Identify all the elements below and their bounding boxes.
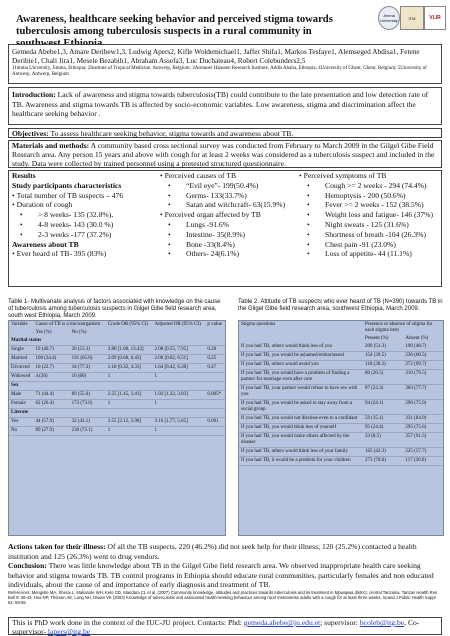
table-1-section-label: Sex xyxy=(9,382,225,391)
ever-heard-tb: • Ever heard of TB- 395 (83%) xyxy=(12,249,162,259)
introduction-label: Introduction: xyxy=(12,90,56,99)
table-1-section-row xyxy=(9,382,225,391)
table-cell: 0.28 xyxy=(205,346,225,355)
table-1-grid xyxy=(9,321,225,436)
table-2-header: Stigma questions xyxy=(241,322,276,327)
table-1-header: Cause of TB is a microorganism xyxy=(35,322,101,327)
table-row xyxy=(239,361,443,370)
table-cell: 190 (48.7) xyxy=(403,343,443,352)
table-cell: 303 (77.7) xyxy=(403,385,443,400)
table-cell: 80 (20.5) xyxy=(363,370,403,385)
symptom-item: • Loss of appetite- 44 (11.1%) xyxy=(299,249,441,259)
table-cell: 34 (77.3) xyxy=(70,364,106,373)
objectives-section xyxy=(8,128,442,138)
table-1-header: Adjusted OR (95% CI) xyxy=(154,322,201,327)
itm-logo: ITM xyxy=(400,6,424,30)
methods-label: Materials and methods: xyxy=(12,141,90,150)
organ-item: • Lungs -91.6% xyxy=(160,220,298,230)
table-row xyxy=(239,352,443,361)
table-1-caption: Table 1- Multivariate analysis of factors associated with knowledge on the cause of tuberculosis among tuberculosis suspects in Gilgel Gibe field research area, south west Ethiopia, March 2009. xyxy=(8,299,221,319)
table-cell: 32 (42.1) xyxy=(70,418,106,427)
cause-item: • Satan and witchcraft- 63(15.9%) xyxy=(160,200,298,210)
total-suspects: • Total number of TB suspects – 476 xyxy=(12,191,162,201)
table-1-subheader: No (%) xyxy=(71,330,87,335)
jimma-university-logo: Jimma University xyxy=(378,6,400,30)
table-1-header xyxy=(9,329,33,337)
organ-item: • Bone -33(8.4%) xyxy=(160,240,298,250)
table-cell: 19 (46.7) xyxy=(33,346,69,355)
duration-item: • > 8 weeks- 135 (32.8%), xyxy=(12,210,162,220)
table-cell: If you had TB, others would think less of you xyxy=(239,343,363,352)
poster-title: Awareness, healthcare seeking behavior and perceived stigma towards tuberculosis among tuberculosis suspects in a rural community in xyxy=(16,14,333,37)
table-cell: If you had TB, your partner would refuse to have sex with you xyxy=(239,385,363,400)
methods-section xyxy=(8,140,442,168)
table-cell: 10 (22.7) xyxy=(33,364,69,373)
symptom-item: • Shortness of breath -104 (26.3%) xyxy=(299,230,441,240)
table-cell: 1 xyxy=(153,427,206,436)
table-row xyxy=(239,400,443,415)
organ-item: • Intestine- 35(8.9%) xyxy=(160,230,298,240)
author-list: Gemeda Abebe1,3, Amare Deribew1,3, Ludwig Apers2, Kifle Woldemichael1, Jaffer Shifa1, Markos Tesfaye1, Alemseged Abdisa1, Fetene Deribie1, Chali Jira1, Mesele Bezabih1, Abraham Assefa3, Luc Duchateau4, Robert Colebunders2,5 xyxy=(12,47,420,65)
table-2-header: Presence or absence of stigma for each stigma item xyxy=(365,322,433,333)
table-row xyxy=(9,400,225,409)
table-1-section-label: Literate xyxy=(9,409,225,418)
table-cell: 118 (30.3) xyxy=(363,361,403,370)
participants-heading: Study participants characteristics xyxy=(12,180,122,190)
table-1-header xyxy=(153,329,206,337)
table-cell: 59 (15.1) xyxy=(363,415,403,424)
table-cell: 1.92 [1.22, 3.03] xyxy=(153,391,206,400)
supervisor-email-link[interactable]: bcoleb@itg.be xyxy=(359,618,405,627)
introduction-section xyxy=(8,87,442,125)
table-2-subheader: Absent (%) xyxy=(405,336,429,341)
table-cell: 3.80 [1.08, 13.43] xyxy=(106,346,153,355)
cause-item: • “Evil eye”- 199(50.4%) xyxy=(160,181,298,191)
table-cell: 357 (91.5) xyxy=(403,433,443,448)
table-cell: If you had TB, you would be asked to stay away from a social group xyxy=(239,400,363,415)
affiliations: 1Jimma University, Jimma, Ethiopia; 2Institute of Tropical Medicine, Antwerp, Belgium; 3Armauer Hanssen Research Institute, Addis Ababa, Ethiopia; 4University of Ghent, Ghent, Belgium; 5University of Antwerp, Antwerp, Belgium xyxy=(12,66,427,77)
table-cell: If you had TB, you would make others affected by the disease xyxy=(239,433,363,448)
table-1-header xyxy=(205,329,225,337)
table-cell: 117 (30.0) xyxy=(403,457,443,466)
table-cell: Married xyxy=(9,355,33,364)
table-1-header: Crude OR (95% CI) xyxy=(107,322,149,327)
table-2-header xyxy=(239,335,363,343)
table-cell: If you had TB, others would think less of your family xyxy=(239,448,363,457)
perceived-organ-label: • Perceived organ affected by TB xyxy=(160,210,298,220)
table-cell: 1 xyxy=(153,400,206,409)
table-cell: If you had TB, you would be ashamed/embarrassed xyxy=(239,352,363,361)
references: References: Mengiste MA, Sherai L, Makanole WH, Kelo GD, Mandara CL et al. (2007) Community knowledge, attitudes and practices towards tuberculosis and its treatment in Mpwapwa district, central Tanzania. Tanzan Health Res Bull 9: 38-43. Hoa NP, Thorson AE, Long NH, Diwan VK (2003) Knowledge of tuberculosis and associated health-seeking behaviour among rural Vietnamese adults with a cough for at least three weeks. Scand J Public Health Suppl 62: 59-65. xyxy=(8,590,438,605)
table-cell: Yes xyxy=(9,418,33,427)
results-column-1 xyxy=(12,171,162,259)
table-cell: 296 (75.9) xyxy=(403,400,443,415)
footer-text: , Co-supervisor- xyxy=(12,618,420,636)
table-row xyxy=(239,385,443,400)
table-1-section-label: Marital status xyxy=(9,337,225,346)
table-row xyxy=(239,448,443,457)
conclusion-label: Conclusion: xyxy=(8,561,47,570)
table-row xyxy=(9,427,225,436)
duration-item: • 2-3 weeks -177 (37.2%) xyxy=(12,230,162,240)
table-cell: 2.00 [0.62, 6.51] xyxy=(153,355,206,364)
table-cell: 89 (55.6) xyxy=(70,391,106,400)
awareness-heading: Awareness about TB xyxy=(12,239,79,249)
table-cell: If you had TB, others would avoid you xyxy=(239,361,363,370)
table-row xyxy=(239,343,443,352)
table-cell: 2.25 [1.45, 3.41] xyxy=(106,391,153,400)
table-row xyxy=(9,364,225,373)
table-cell: 200 (51.3) xyxy=(363,343,403,352)
table-cell: 2.08 [0.55, 7.95] xyxy=(153,346,206,355)
conclusion-section xyxy=(8,561,442,590)
table-cell: 1 xyxy=(106,400,153,409)
table-row xyxy=(239,457,443,466)
vlir-logo: VLIR xyxy=(424,6,446,30)
table-cell: 87 (22.3) xyxy=(363,385,403,400)
authors-box xyxy=(8,44,442,84)
actions-section xyxy=(8,542,442,561)
table-cell: 44 (57.9) xyxy=(33,418,69,427)
symptom-item: • Fever >= 2 weeks - 152 (38.5%) xyxy=(299,200,441,210)
table-cell: If you had TB, you would not disclose even to a confidant xyxy=(239,415,363,424)
introduction-text: Lack of awareness and stigma towards tuberculosis(TB) could contribute to the late presentation and low detection rate of TB. Awareness and stigma towards TB is affected by socio-economic variables. Low awareness, stigma and discrimination affect the healthcare seeking behavior . xyxy=(12,90,429,118)
table-cell: 225 (57.7) xyxy=(403,448,443,457)
cough-duration-label: • Duration of cough xyxy=(12,200,162,210)
table-cell: 89 (27.9) xyxy=(33,427,69,436)
table-cell: 1.64 [0.42, 6.38] xyxy=(153,364,206,373)
table-cell: 33 (8.5) xyxy=(363,433,403,448)
contact-footer xyxy=(8,617,442,635)
table-cell: 165 (42.3) xyxy=(363,448,403,457)
symptom-item: • Night sweats - 125 (31.6%) xyxy=(299,220,441,230)
table-cell: 273 (70.0) xyxy=(363,457,403,466)
table-cell: 62 (26.4) xyxy=(33,400,69,409)
table-cell: Widowed xyxy=(9,373,33,382)
table-cell xyxy=(205,373,225,382)
table-cell: 236 (60.5) xyxy=(403,352,443,361)
objectives-text: To assess healthcare seeking behavior, stigma towards and awareness about TB. xyxy=(48,129,294,138)
footer-text: ; supervisor: xyxy=(320,618,360,627)
logo-group xyxy=(378,6,444,46)
table-1-subheader: Yes (%) xyxy=(35,330,52,335)
table-cell: 272 (69.7) xyxy=(403,361,443,370)
cause-item: • Germs- 133(33.7%) xyxy=(160,191,298,201)
duration-item: • 4-8 weeks- 143 (30.0 %) xyxy=(12,220,162,230)
table-cell: 191 (65.6) xyxy=(70,355,106,364)
table-2-subheader: Present (%) xyxy=(365,336,389,341)
table-cell: 310 (79.5) xyxy=(403,370,443,385)
table-cell: 94 (24.1) xyxy=(363,400,403,415)
table-cell: 100 (34.4) xyxy=(33,355,69,364)
results-heading: Results xyxy=(12,171,36,180)
footer-text: This is PhD work done in the context of the IUC-JU project. Contacts: Phd: xyxy=(12,618,244,627)
table-cell: 3.55 [2.12, 5.96] xyxy=(106,418,153,427)
table-cell: 0.001 xyxy=(205,418,225,427)
table-cell: 1 xyxy=(153,373,206,382)
objectives-label: Objectives: xyxy=(12,129,49,138)
table-cell: Female xyxy=(9,400,33,409)
methods-text: A community based cross sectional survey was conducted from February to March 2009 in the Gilgel Gibe Field Research area. Any person 15 years and above with cough for at least 2 weeks was considered as a tuberculosis suspect and included in the study. Data were collected by trained personnel using a pretested structured questionnaire. xyxy=(12,141,435,168)
table-cell: 95 (24.4) xyxy=(363,424,403,433)
table-cell: 1.18 [0.32, 4.33] xyxy=(106,364,153,373)
perceived-symptoms-label: • Perceived symptoms of TB xyxy=(299,171,441,181)
phd-email-link[interactable]: gemeda.abebe@ju.edu.et xyxy=(243,618,321,627)
table-1-header xyxy=(106,329,153,337)
symptom-item: • Cough >= 2 weeks - 294 (74.4%) xyxy=(299,181,441,191)
table-row xyxy=(239,424,443,433)
actions-text: Of all the TB suspects, 220 (46.2%) did not seek help for their illness; 120 (25.2%) contacted a health institution and 125 (26.3%) went to drug vendors. xyxy=(8,542,417,561)
table-cell: 1 xyxy=(106,427,153,436)
table-cell: 4 (20) xyxy=(33,373,69,382)
table-row xyxy=(9,346,225,355)
table-cell: 154 (39.5) xyxy=(363,352,403,361)
table-cell xyxy=(205,400,225,409)
table-1-section-row xyxy=(9,337,225,346)
table-cell: If you had TB, you would think less of yourself xyxy=(239,424,363,433)
symptom-item: • Chest pain -91 (23.0%) xyxy=(299,240,441,250)
table-row xyxy=(239,415,443,424)
table-cell: 0.005* xyxy=(205,391,225,400)
table-cell: 20 (53.3) xyxy=(70,346,106,355)
table-cell: 0.47 xyxy=(205,364,225,373)
table-cell: 295 (75.6) xyxy=(403,424,443,433)
table-cell: 2.09 [0.68, 6.43] xyxy=(106,355,153,364)
table-cell: 230 (72.1) xyxy=(70,427,106,436)
symptom-item: • Hemoptysis - 200 (50.6%) xyxy=(299,191,441,201)
results-column-3 xyxy=(299,171,441,259)
table-row xyxy=(9,418,225,427)
table-cell: 71 (44.4) xyxy=(33,391,69,400)
table-cell: 16 (80) xyxy=(70,373,106,382)
table-cell: Male xyxy=(9,391,33,400)
table-1-header: Variable xyxy=(11,322,28,327)
table-row xyxy=(9,355,225,364)
cosupervisor-email-link[interactable]: lapers@itg.be xyxy=(47,626,91,636)
organ-item: • Others- 24(6.1%) xyxy=(160,249,298,259)
table-cell: 0.25 xyxy=(205,355,225,364)
table-2-grid xyxy=(239,321,443,466)
table-row xyxy=(239,370,443,385)
table-cell: If you had TB, it would be a problem for your children xyxy=(239,457,363,466)
table-2-caption: Table 2. Attitude of TB suspects who ever heard of TB (N=390) towards TB in the Gilgel Gibe field research area, southwest Ethiopia, March 2009. xyxy=(238,299,443,312)
conclusion-text: There was little knowledge about TB in the Gilgel Gibe field research area. We observed inappropriate health care seeking behavior and stigma towards TB. TB control programs in Ethiopia should educate rural communities, particularly females and non educated individuals, about the cause of and importance of early diagnosis and treatment of TB. xyxy=(8,561,434,589)
table-row xyxy=(9,391,225,400)
table-cell: 1 xyxy=(106,373,153,382)
results-column-2 xyxy=(160,171,298,259)
table-cell: Divorced xyxy=(9,364,33,373)
perceived-causes-label: • Perceived causes of TB xyxy=(160,171,298,181)
table-1 xyxy=(8,320,226,536)
table-1-header: p value xyxy=(207,322,222,327)
table-cell: 331 (84.9) xyxy=(403,415,443,424)
table-cell: 173 (73.6) xyxy=(70,400,106,409)
table-1-section-row xyxy=(9,409,225,418)
actions-label: Actions taken for their illness: xyxy=(8,542,106,551)
symptom-item: • Weight loss and fatigue- 146 (37%) xyxy=(299,210,441,220)
results-section xyxy=(8,170,442,287)
table-cell: 3.16 [1.77, 5.65] xyxy=(153,418,206,427)
table-cell xyxy=(205,427,225,436)
table-row xyxy=(239,433,443,448)
table-cell: Single xyxy=(9,346,33,355)
table-cell: No xyxy=(9,427,33,436)
table-cell: If you had TB, you would have a problem of finding a partner for marriage even after cure xyxy=(239,370,363,385)
table-row xyxy=(9,373,225,382)
table-2 xyxy=(238,320,444,536)
